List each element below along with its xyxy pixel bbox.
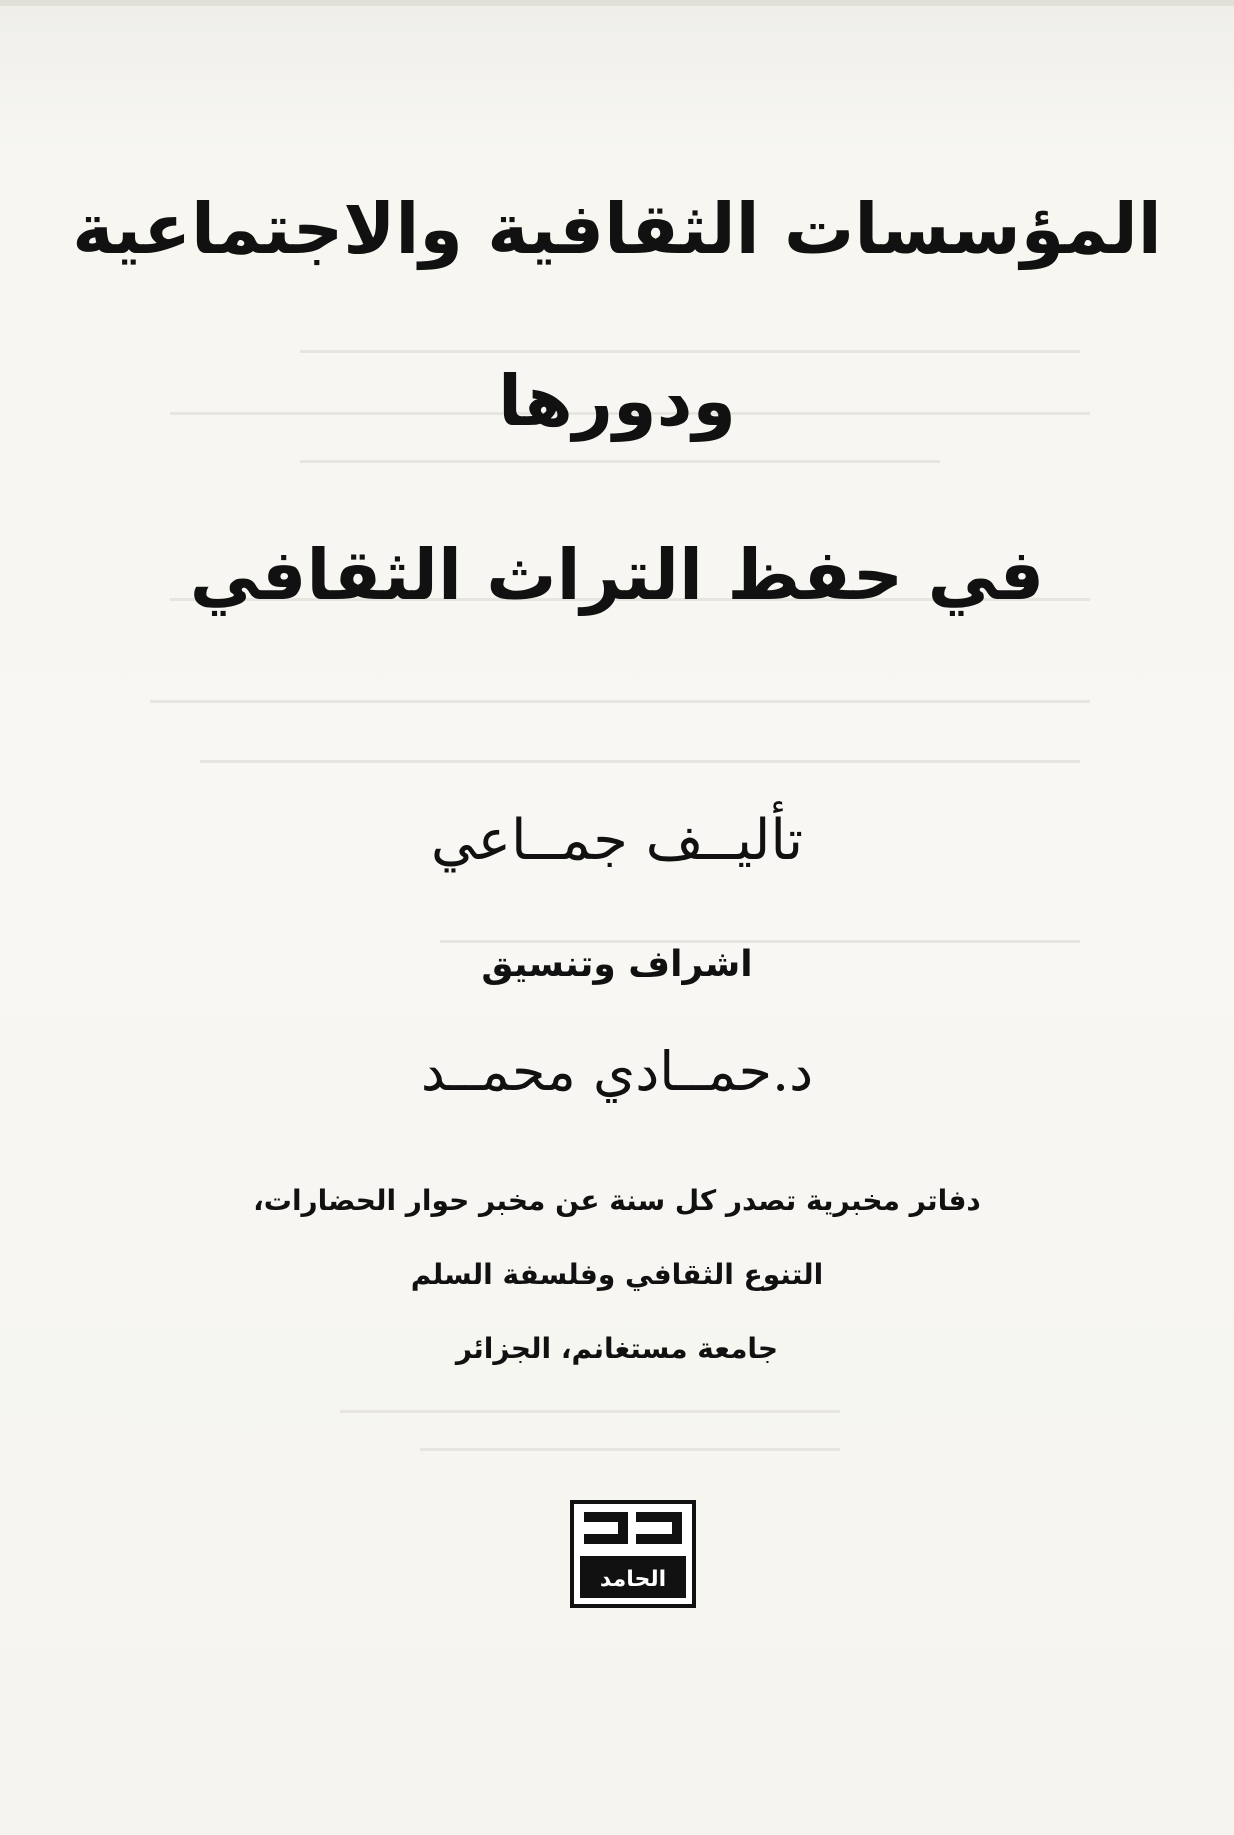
supervision-label: اشراف وتنسيق bbox=[481, 944, 753, 985]
title-line-1: المؤسسات الثقافية والاجتماعية bbox=[72, 188, 1162, 270]
authorship-type: تأليــف جمــاعي bbox=[430, 808, 804, 873]
series-description-line-2: التنوع الثقافي وفلسفة السلم bbox=[410, 1258, 824, 1291]
show-through-mark bbox=[150, 700, 1090, 703]
title-line-2: ودورها bbox=[497, 360, 737, 442]
series-description-line-1: دفاتر مخبرية تصدر كل سنة عن مخبر حوار الحضارات، bbox=[253, 1184, 981, 1217]
show-through-mark bbox=[300, 460, 940, 463]
show-through-mark bbox=[300, 350, 1080, 353]
scan-edge bbox=[0, 0, 1234, 6]
show-through-mark bbox=[420, 1448, 840, 1451]
publisher-logo-text: الحامد bbox=[599, 1567, 667, 1592]
publisher-logo-icon bbox=[570, 1500, 696, 1608]
editor-name: د.حمــادي محمــد bbox=[420, 1040, 814, 1103]
show-through-mark bbox=[200, 760, 1080, 763]
university-location: جامعة مستغانم، الجزائر bbox=[455, 1332, 779, 1365]
title-line-3: في حفظ التراث الثقافي bbox=[189, 534, 1045, 616]
show-through-mark bbox=[340, 1410, 840, 1413]
